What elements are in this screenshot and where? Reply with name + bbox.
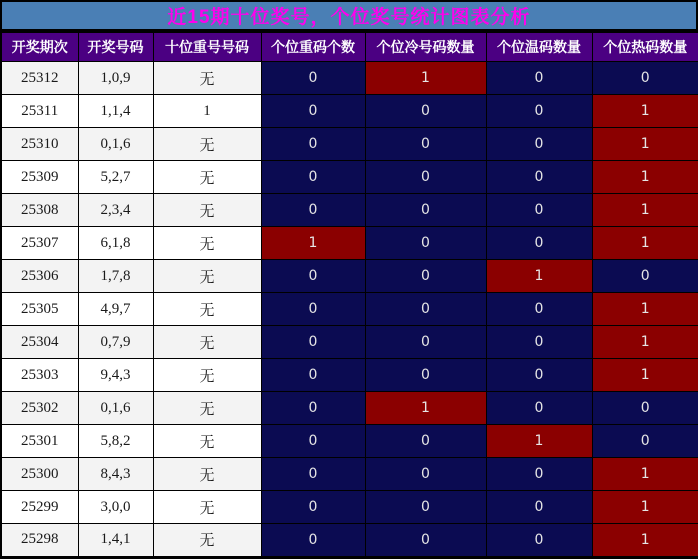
stat-cell: 0	[365, 194, 486, 227]
period-cell: 25305	[1, 293, 78, 326]
stat-cell: 0	[365, 524, 486, 557]
tens-repeat-cell: 无	[153, 293, 261, 326]
stat-cell: 0	[486, 359, 592, 392]
stat-cell: 0	[592, 425, 698, 458]
tens-repeat-cell: 无	[153, 161, 261, 194]
stat-cell: 0	[486, 326, 592, 359]
numbers-cell: 3,0,0	[78, 491, 153, 524]
numbers-cell: 2,3,4	[78, 194, 153, 227]
title-bar	[0, 0, 698, 31]
tens-repeat-cell: 无	[153, 326, 261, 359]
tens-repeat-cell: 无	[153, 194, 261, 227]
stat-cell: 0	[261, 62, 365, 95]
table-row	[1, 62, 698, 95]
stat-cell: 0	[592, 392, 698, 425]
stat-cell: 0	[261, 194, 365, 227]
table-row	[1, 491, 698, 524]
period-cell: 25310	[1, 128, 78, 161]
numbers-cell: 0,1,6	[78, 392, 153, 425]
stat-cell: 0	[365, 359, 486, 392]
stat-cell: 1	[592, 491, 698, 524]
stat-cell: 0	[261, 524, 365, 557]
period-cell: 25306	[1, 260, 78, 293]
stats-table	[0, 31, 698, 558]
column-header: 个位温码数量	[486, 32, 592, 62]
period-cell: 25302	[1, 392, 78, 425]
tens-repeat-cell: 无	[153, 491, 261, 524]
tens-repeat-cell: 无	[153, 524, 261, 557]
stat-cell: 0	[365, 425, 486, 458]
stat-cell: 0	[486, 161, 592, 194]
stat-cell: 0	[261, 293, 365, 326]
period-cell: 25309	[1, 161, 78, 194]
stat-cell: 0	[486, 491, 592, 524]
numbers-cell: 1,1,4	[78, 95, 153, 128]
table-row	[1, 392, 698, 425]
stat-cell: 1	[592, 359, 698, 392]
stat-cell: 0	[486, 62, 592, 95]
period-cell: 25301	[1, 425, 78, 458]
table-row	[1, 128, 698, 161]
stat-cell: 0	[486, 128, 592, 161]
numbers-cell: 9,4,3	[78, 359, 153, 392]
stat-cell: 0	[365, 161, 486, 194]
table-row	[1, 227, 698, 260]
stat-cell: 0	[261, 425, 365, 458]
stat-cell: 1	[486, 425, 592, 458]
stat-cell: 0	[261, 260, 365, 293]
stat-cell: 0	[261, 491, 365, 524]
stat-cell: 0	[486, 227, 592, 260]
table-row	[1, 326, 698, 359]
table-row	[1, 95, 698, 128]
tens-repeat-cell: 无	[153, 425, 261, 458]
stat-cell: 1	[365, 392, 486, 425]
stat-cell: 0	[365, 293, 486, 326]
stat-cell: 0	[365, 128, 486, 161]
tens-repeat-cell: 无	[153, 128, 261, 161]
stat-cell: 0	[365, 95, 486, 128]
stat-cell: 1	[592, 128, 698, 161]
table-row	[1, 458, 698, 491]
column-header: 十位重号号码	[153, 32, 261, 62]
stat-cell: 0	[486, 293, 592, 326]
numbers-cell: 0,1,6	[78, 128, 153, 161]
period-cell: 25311	[1, 95, 78, 128]
column-header: 开奖期次	[1, 32, 78, 62]
stat-cell: 0	[592, 260, 698, 293]
tens-repeat-cell: 无	[153, 227, 261, 260]
stat-cell: 1	[592, 95, 698, 128]
stat-cell: 0	[365, 326, 486, 359]
stat-cell: 1	[592, 293, 698, 326]
tens-repeat-cell: 无	[153, 260, 261, 293]
tens-repeat-cell: 无	[153, 458, 261, 491]
period-cell: 25312	[1, 62, 78, 95]
stat-cell: 1	[592, 161, 698, 194]
numbers-cell: 0,7,9	[78, 326, 153, 359]
stat-cell: 1	[592, 227, 698, 260]
period-cell: 25300	[1, 458, 78, 491]
header-row	[1, 32, 698, 62]
stat-cell: 1	[365, 62, 486, 95]
column-header: 个位冷号码数量	[365, 32, 486, 62]
tens-repeat-cell: 无	[153, 62, 261, 95]
table-body	[1, 62, 698, 557]
page-title: 近15期十位奖号，个位奖号统计图表分析	[167, 7, 531, 28]
table-row	[1, 524, 698, 557]
stat-cell: 0	[261, 359, 365, 392]
period-cell: 25298	[1, 524, 78, 557]
stat-cell: 0	[261, 95, 365, 128]
stat-cell: 0	[592, 62, 698, 95]
table-row	[1, 359, 698, 392]
stat-cell: 0	[365, 260, 486, 293]
stat-cell: 1	[486, 260, 592, 293]
table-row	[1, 293, 698, 326]
stat-cell: 0	[261, 392, 365, 425]
stat-cell: 0	[365, 491, 486, 524]
numbers-cell: 1,0,9	[78, 62, 153, 95]
numbers-cell: 5,8,2	[78, 425, 153, 458]
numbers-cell: 5,2,7	[78, 161, 153, 194]
column-header: 开奖号码	[78, 32, 153, 62]
period-cell: 25303	[1, 359, 78, 392]
table-row	[1, 161, 698, 194]
period-cell: 25299	[1, 491, 78, 524]
stat-cell: 1	[592, 524, 698, 557]
numbers-cell: 1,7,8	[78, 260, 153, 293]
column-header: 个位重码个数	[261, 32, 365, 62]
tens-repeat-cell: 1	[153, 95, 261, 128]
stat-cell: 1	[592, 326, 698, 359]
stat-cell: 1	[261, 227, 365, 260]
tens-repeat-cell: 无	[153, 359, 261, 392]
stat-cell: 1	[592, 458, 698, 491]
stat-cell: 0	[261, 128, 365, 161]
tens-repeat-cell: 无	[153, 392, 261, 425]
stat-cell: 0	[261, 326, 365, 359]
period-cell: 25308	[1, 194, 78, 227]
numbers-cell: 6,1,8	[78, 227, 153, 260]
stat-cell: 0	[486, 392, 592, 425]
stat-cell: 0	[365, 458, 486, 491]
column-header: 个位热码数量	[592, 32, 698, 62]
numbers-cell: 4,9,7	[78, 293, 153, 326]
table-row	[1, 425, 698, 458]
period-cell: 25307	[1, 227, 78, 260]
stat-cell: 1	[592, 194, 698, 227]
stat-cell: 0	[261, 458, 365, 491]
numbers-cell: 8,4,3	[78, 458, 153, 491]
stat-cell: 0	[486, 458, 592, 491]
table-row	[1, 194, 698, 227]
numbers-cell: 1,4,1	[78, 524, 153, 557]
stat-cell: 0	[486, 524, 592, 557]
stat-cell: 0	[486, 194, 592, 227]
table-row	[1, 260, 698, 293]
stat-cell: 0	[486, 95, 592, 128]
stat-cell: 0	[365, 227, 486, 260]
stat-cell: 0	[261, 161, 365, 194]
period-cell: 25304	[1, 326, 78, 359]
